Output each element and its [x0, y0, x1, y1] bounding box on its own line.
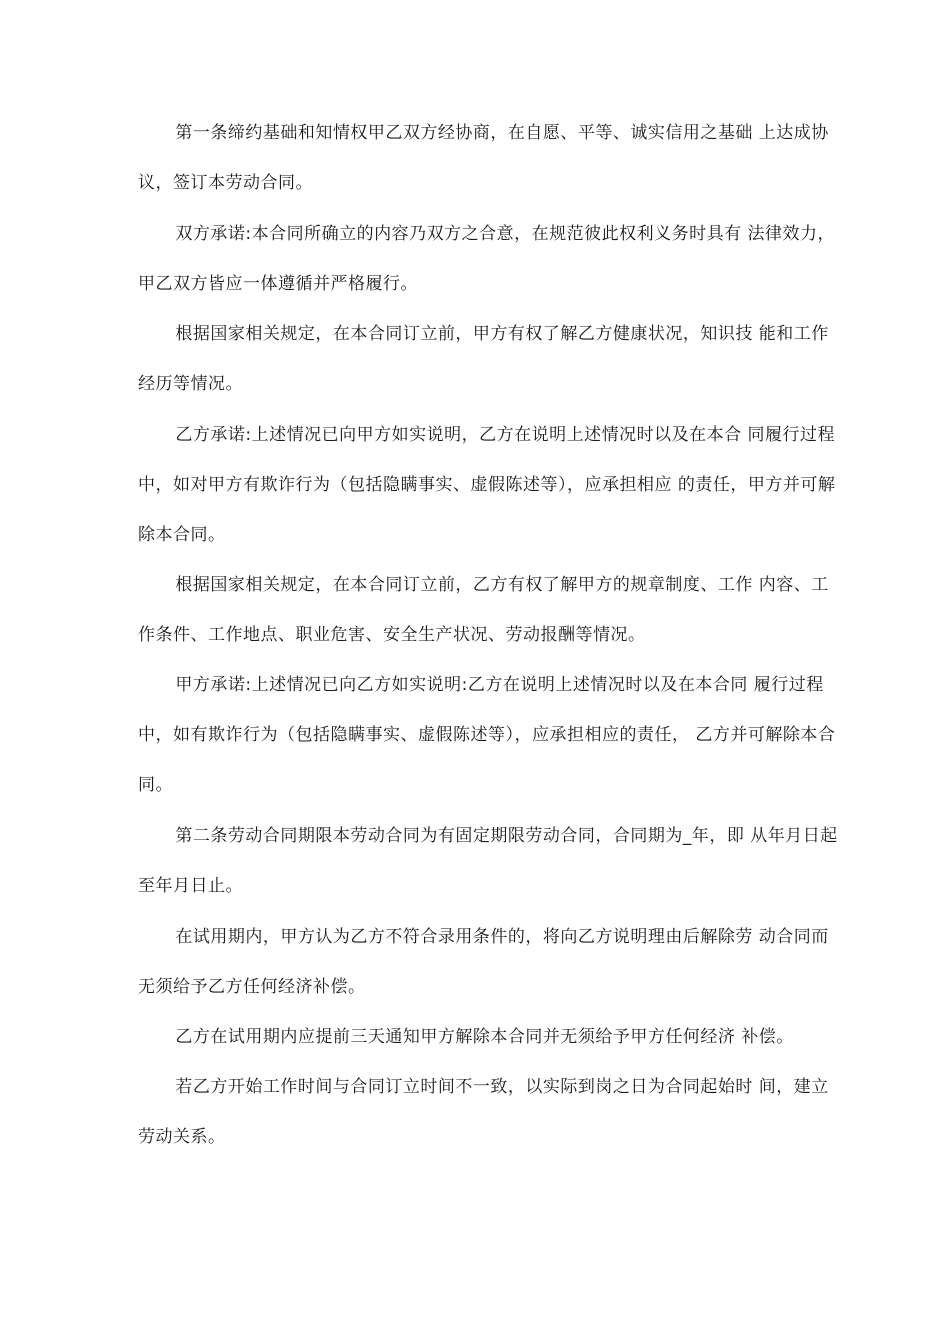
paragraph-probation-termination-a: 在试用期内，甲方认为乙方不符合录用条件的，将向乙方说明理由后解除劳 动合同而无须给予乙方任何经济补偿。 — [138, 927, 829, 997]
paragraph-article-1: 第一条缔约基础和知情权甲乙双方经协商，在自愿、平等、诚实信用之基础 上达成协议，签订本劳动合同。 — [138, 123, 829, 193]
paragraph-article-2-term: 第二条劳动合同期限本劳动合同为有固定期限劳动合同，合同期为_年，即 从年月日起至年月日止。 — [138, 826, 838, 896]
paragraph-start-date: 若乙方开始工作时间与合同订立时间不一致，以实际到岗之日为合同起始时 间，建立劳动关系。 — [138, 1077, 829, 1147]
paragraph-party-a-right-to-know: 根据国家相关规定，在本合同订立前，甲方有权了解乙方健康状况，知识技 能和工作经历等情况。 — [138, 324, 829, 394]
paragraph-mutual-commitment: 双方承诺:本合同所确立的内容乃双方之合意，在规范彼此权利义务时具有 法律效力，甲乙双方皆应一体遵循并严格履行。 — [138, 224, 836, 294]
paragraph-party-b-commitment: 乙方承诺:上述情况已向甲方如实说明，乙方在说明上述情况时以及在本合 同履行过程中，如对甲方有欺诈行为（包括隐瞒事实、虚假陈述等），应承担相应 的责任，甲方并可解除本合同。 — [138, 425, 836, 545]
paragraph-party-a-commitment: 甲方承诺:上述情况已向乙方如实说明:乙方在说明上述情况时以及在本合同 履行过程中，如有欺诈行为（包括隐瞒事实、虚假陈述等），应承担相应的责任， 乙方并可解除本合同。 — [138, 675, 836, 795]
paragraph-party-b-right-to-know: 根据国家相关规定，在本合同订立前，乙方有权了解甲方的规章制度、工作 内容、工作条件、工作地点、职业危害、安全生产状况、劳动报酬等情况。 — [138, 575, 829, 645]
paragraph-probation-termination-b: 乙方在试用期内应提前三天通知甲方解除本合同并无须给予甲方任何经济 补偿。 — [175, 1027, 794, 1047]
